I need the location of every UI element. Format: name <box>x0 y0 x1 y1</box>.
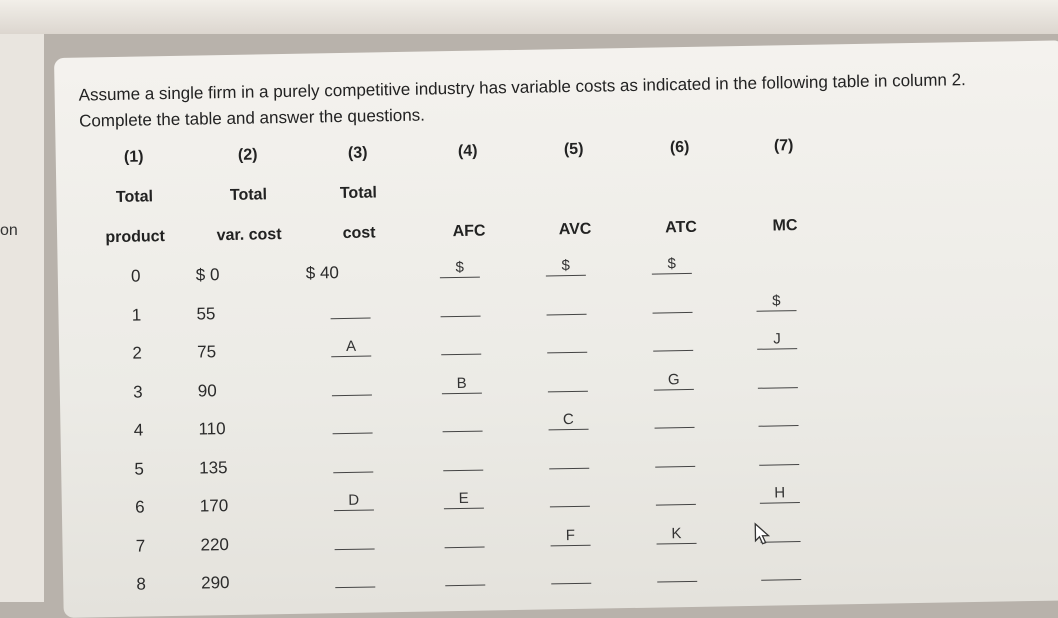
answer-blank[interactable]: B <box>442 374 482 394</box>
background-left-strip <box>0 34 44 602</box>
column-header-line2-4: AFC <box>452 222 486 241</box>
answer-blank[interactable] <box>550 488 590 508</box>
question-line-1: Assume a single firm in a purely competitive industry has variable costs as indicated in the following table in column 2. <box>78 70 966 105</box>
total-product-cell: 7 <box>135 535 146 556</box>
answer-blank[interactable] <box>442 413 482 433</box>
mouse-cursor-icon <box>752 521 776 545</box>
column-header-line1-7 <box>724 176 844 178</box>
answer-blank[interactable]: K <box>656 524 696 544</box>
total-product-cell: 0 <box>130 266 141 286</box>
answer-blank[interactable] <box>334 530 374 550</box>
column-header-line1-1: Total <box>115 188 154 206</box>
answer-blank[interactable] <box>444 528 484 548</box>
var-cost-cell: 110 <box>198 419 226 439</box>
answer-blank[interactable]: G <box>654 370 694 390</box>
answer-blank[interactable] <box>547 334 587 354</box>
answer-blank[interactable] <box>758 369 798 389</box>
edge-text: on <box>0 222 18 239</box>
var-cost-cell: 75 <box>196 342 217 362</box>
column-header-line2-5: AVC <box>558 220 592 239</box>
var-cost-cell: 220 <box>200 534 230 555</box>
column-header-line2-1: product <box>105 228 166 247</box>
answer-blank[interactable]: $ <box>546 257 586 277</box>
answer-blank[interactable] <box>653 332 693 352</box>
answer-blank[interactable] <box>332 414 372 434</box>
total-product-cell: 3 <box>132 382 143 402</box>
answer-blank[interactable]: H <box>760 484 800 504</box>
answer-blank[interactable] <box>546 295 586 315</box>
total-product-cell: 6 <box>134 497 145 517</box>
answer-blank[interactable] <box>335 568 375 588</box>
answer-blank[interactable]: C <box>548 411 588 431</box>
column-header-line2-2: var. cost <box>216 226 282 245</box>
answer-blank[interactable]: E <box>444 490 484 510</box>
total-product-cell: 2 <box>132 343 143 363</box>
total-product-cell: 4 <box>133 420 144 440</box>
answer-blank[interactable] <box>440 297 480 317</box>
answer-blank[interactable] <box>761 561 801 581</box>
var-cost-cell: 290 <box>201 573 230 593</box>
answer-blank[interactable]: J <box>757 330 797 350</box>
var-cost-cell: 55 <box>196 303 216 324</box>
total-product-cell: 1 <box>131 305 142 325</box>
column-number-4: (4) <box>457 142 478 160</box>
answer-blank[interactable]: $ <box>652 255 692 275</box>
var-cost-cell: 170 <box>199 496 229 516</box>
total-product-cell: 8 <box>136 574 147 594</box>
var-cost-cell: $ 0 <box>195 265 220 285</box>
column-header-line1-2: Total <box>229 186 268 204</box>
column-number-7: (7) <box>773 137 794 155</box>
column-header-line1-5 <box>514 180 634 182</box>
question-line-2: Complete the table and answer the questions. <box>78 105 426 131</box>
column-number-3: (3) <box>347 144 368 162</box>
answer-blank[interactable] <box>548 372 588 392</box>
answer-blank[interactable] <box>549 449 589 469</box>
answer-blank[interactable] <box>333 453 373 473</box>
answer-blank[interactable] <box>656 486 696 506</box>
answer-blank[interactable] <box>551 565 591 585</box>
column-header-line1-4 <box>408 182 528 184</box>
question-panel <box>54 40 1058 618</box>
column-header-line2-7: MC <box>772 217 798 235</box>
column-header-line1-3: Total <box>339 184 378 203</box>
answer-blank[interactable]: F <box>550 526 590 546</box>
column-number-2: (2) <box>237 146 258 164</box>
column-header-line2-6: ATC <box>665 218 698 237</box>
answer-blank[interactable] <box>443 451 483 471</box>
answer-blank[interactable]: A <box>331 338 371 358</box>
answer-blank[interactable]: $ <box>440 259 480 279</box>
var-cost-cell: 90 <box>197 380 217 401</box>
answer-blank[interactable] <box>332 376 372 396</box>
column-header-line1-6 <box>620 178 740 180</box>
background-top <box>0 0 1058 34</box>
answer-blank[interactable]: D <box>334 491 374 511</box>
answer-blank[interactable]: $ <box>756 292 796 312</box>
var-cost-cell: 135 <box>199 457 228 478</box>
answer-blank[interactable] <box>657 563 697 583</box>
answer-blank[interactable] <box>654 409 694 429</box>
answer-blank[interactable] <box>445 567 485 587</box>
column-number-5: (5) <box>563 140 584 159</box>
answer-blank[interactable] <box>441 336 481 356</box>
answer-blank[interactable] <box>652 293 692 313</box>
answer-blank[interactable] <box>655 447 695 467</box>
column-number-6: (6) <box>669 138 690 157</box>
total-product-cell: 5 <box>134 458 145 479</box>
column-header-line2-3: cost <box>342 224 376 242</box>
column-number-1: (1) <box>123 148 144 166</box>
answer-blank[interactable] <box>758 407 798 427</box>
answer-blank[interactable] <box>759 446 799 466</box>
answer-blank[interactable] <box>330 299 370 319</box>
total-cost-cell: $ 40 <box>305 263 340 283</box>
